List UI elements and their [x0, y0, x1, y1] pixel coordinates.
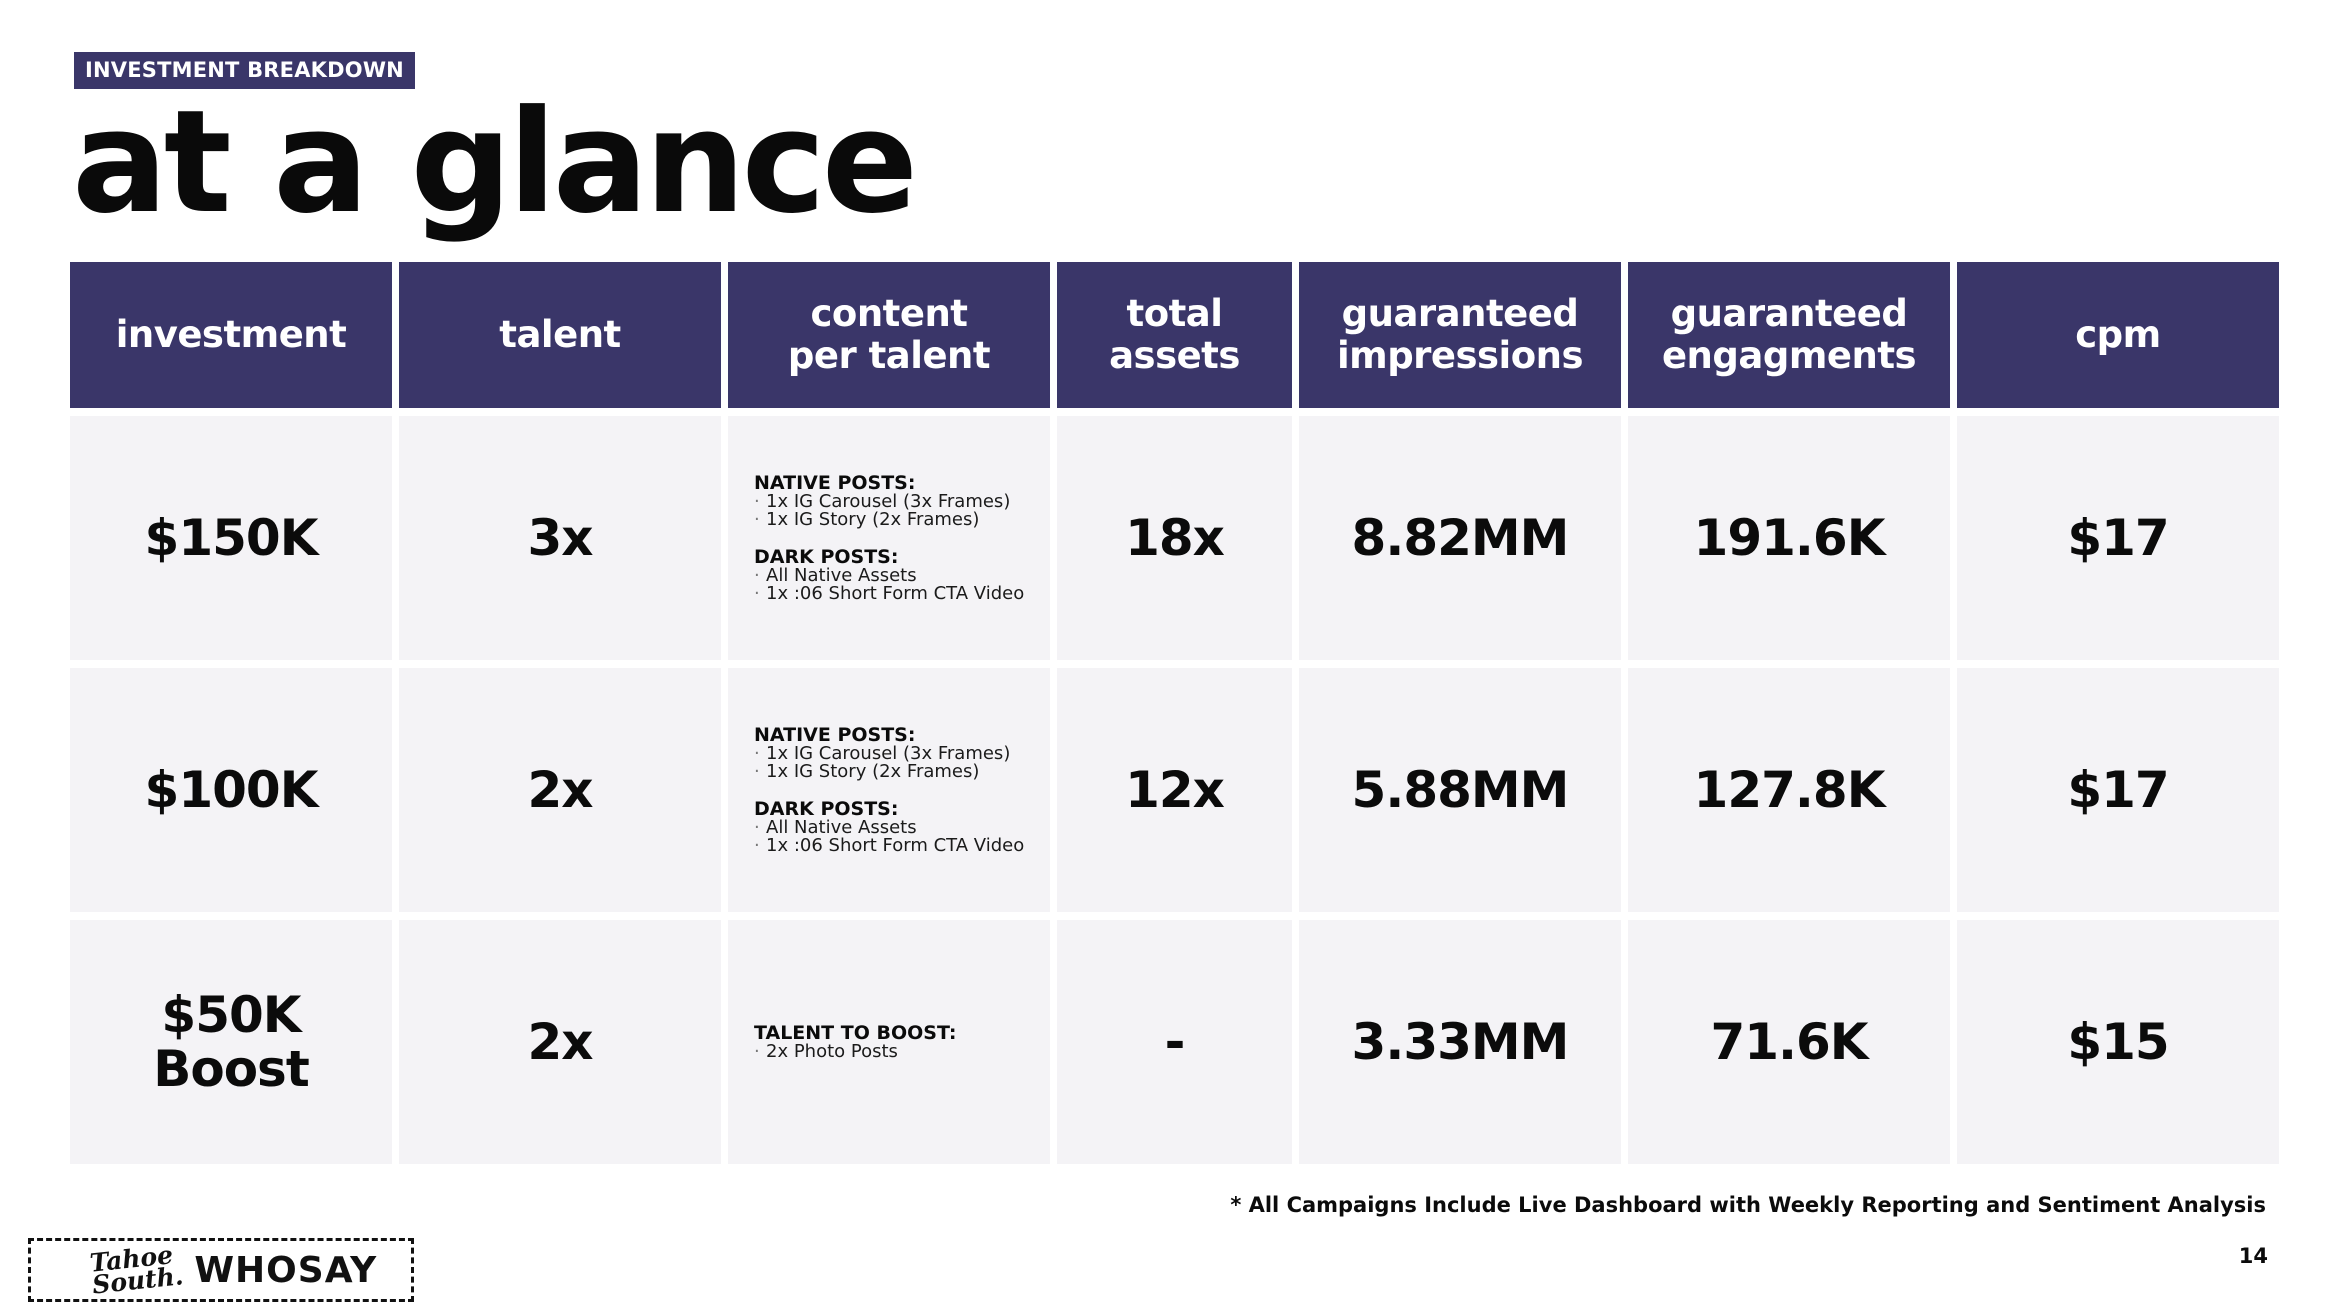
header-cpm: cpm	[1957, 262, 2279, 408]
content-section-title: DARK POSTS:	[754, 546, 899, 568]
content-list-item: · 1x :06 Short Form CTA Video	[754, 837, 1024, 855]
cell-investment: $150K	[70, 416, 392, 660]
cell-total-assets: 12x	[1057, 668, 1292, 912]
header-guaranteed-engagements: guaranteed engagments	[1628, 262, 1950, 408]
header-investment: investment	[70, 262, 392, 408]
cell-engagements: 127.8K	[1628, 668, 1950, 912]
cell-impressions: 3.33MM	[1299, 920, 1621, 1164]
section-gap	[754, 781, 1024, 799]
page-number: 14	[2238, 1244, 2268, 1268]
cell-cpm: $17	[1957, 668, 2279, 912]
header-total-assets: total assets	[1057, 262, 1292, 408]
content-list-item: · All Native Assets	[754, 567, 1024, 585]
cell-content	[728, 920, 1050, 1164]
cell-talent: 3x	[399, 416, 721, 660]
cell-content	[728, 668, 1050, 912]
logo-lockup	[28, 1238, 414, 1302]
cell-talent: 2x	[399, 920, 721, 1164]
content-section-title: TALENT TO BOOST:	[754, 1022, 957, 1044]
cell-total-assets: -	[1057, 920, 1292, 1164]
cell-total-assets: 18x	[1057, 416, 1292, 660]
content-list-item: · 1x :06 Short Form CTA Video	[754, 585, 1024, 603]
content-list-item: · 1x IG Carousel (3x Frames)	[754, 745, 1024, 763]
cell-engagements: 191.6K	[1628, 416, 1950, 660]
investment-table	[70, 262, 2282, 1164]
content-list-item: · 1x IG Story (2x Frames)	[754, 763, 1024, 781]
footnote: * All Campaigns Include Live Dashboard with Weekly Reporting and Sentiment Analysis	[1230, 1193, 2266, 1217]
cell-investment: $100K	[70, 668, 392, 912]
content-section-title: NATIVE POSTS:	[754, 724, 916, 746]
page-title: at a glance	[72, 80, 915, 245]
content-section-title: DARK POSTS:	[754, 798, 899, 820]
section-gap	[754, 529, 1024, 547]
cell-cpm: $17	[1957, 416, 2279, 660]
header-talent: talent	[399, 262, 721, 408]
content-list-item: · 2x Photo Posts	[754, 1043, 956, 1061]
cell-cpm: $15	[1957, 920, 2279, 1164]
header-guaranteed-impressions: guaranteed impressions	[1299, 262, 1621, 408]
header-content-per-talent: content per talent	[728, 262, 1050, 408]
whosay-logo: WHOSAY	[194, 1249, 378, 1291]
content-section-title: NATIVE POSTS:	[754, 472, 916, 494]
tahoe-south-logo: Tahoe South.	[88, 1240, 185, 1300]
content-list-item: · All Native Assets	[754, 819, 1024, 837]
cell-content	[728, 416, 1050, 660]
cell-engagements: 71.6K	[1628, 920, 1950, 1164]
cell-impressions: 8.82MM	[1299, 416, 1621, 660]
cell-impressions: 5.88MM	[1299, 668, 1621, 912]
cell-talent: 2x	[399, 668, 721, 912]
content-list-item: · 1x IG Carousel (3x Frames)	[754, 493, 1024, 511]
section-tag: INVESTMENT BREAKDOWN	[74, 52, 415, 89]
cell-investment: $50K Boost	[70, 920, 392, 1164]
content-list-item: · 1x IG Story (2x Frames)	[754, 511, 1024, 529]
